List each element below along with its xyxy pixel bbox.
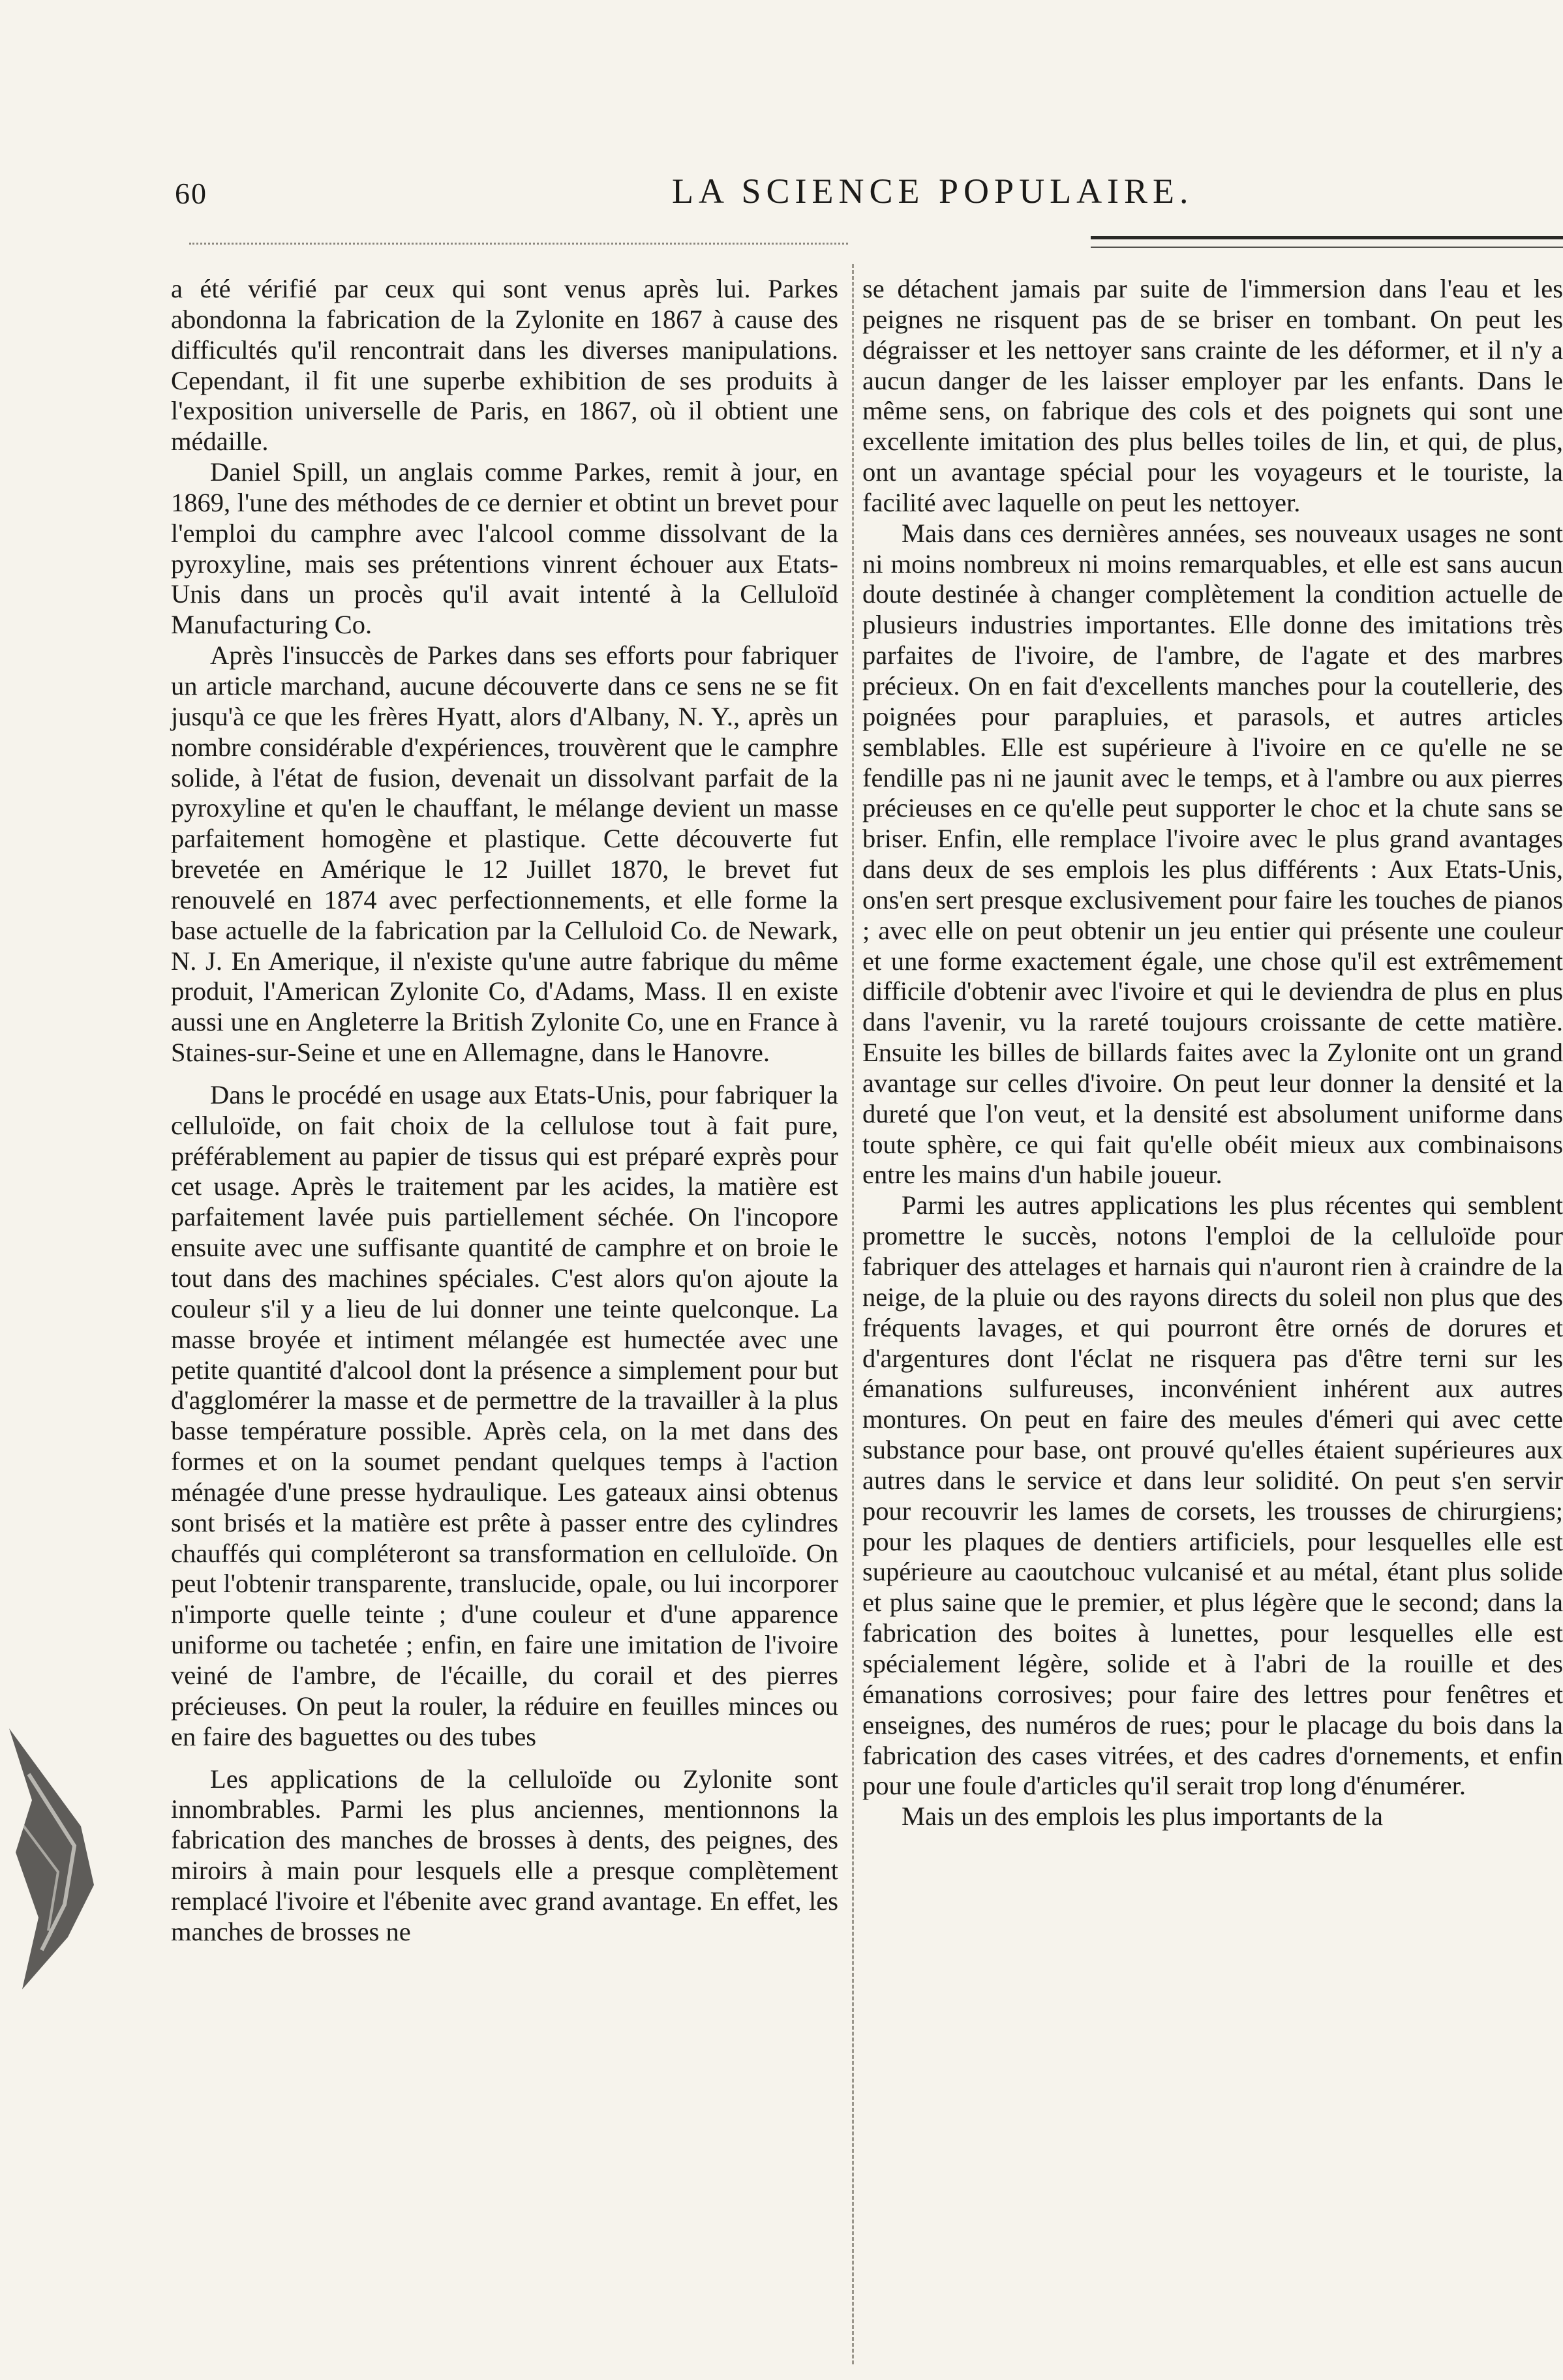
right-column bbox=[862, 274, 1563, 1832]
header-rule-left bbox=[189, 243, 848, 245]
margin-scan-artifact bbox=[3, 1722, 100, 1999]
running-title: LA SCIENCE POPULAIRE. bbox=[672, 172, 1194, 211]
paragraph: Dans le procédé en usage aux Etats-Unis, pour fabriquer la celluloïde, on fait choix de la cellulose tout à fait pure, préférablement au papier de tissus qui est préparé exprès pour cet usage. Après le traitement par les acides, la matière est parfaitement lavée puis partiellement séchée. On l'incopore ensuite avec une suffisante quantité de camphre et on broie le tout dans des machines spéciales. C'est alors qu'on ajoute la couleur s'il y a lieu de lui donner une teinte quelconque. La masse broyée et intiment mélangée est humectée avec une petite quantité d'alcool dont la présence a simplement pour but d'agglomérer la masse et de permettre de la travailler à la plus basse température possible. Après cela, on la met dans des formes et on la soumet pendant quelques temps à l'action ménagée d'une presse hydraulique. Les gateaux ainsi obtenus sont brisés et la matière est prête à passer entre des cylindres chauffés qui compléteront sa transformation en celluloïde. On peut l'obtenir transparente, translucide, opale, ou lui incorporer n'importe quelle teinte ; d'une couleur et d'une apparence uniforme ou tachetée ; enfin, en faire une imitation de l'ivoire veiné de l'ambre, de l'écaille, du corail et des pierres précieuses. On peut la rouler, la réduire en feuilles minces ou en faire des baguettes ou des tubes bbox=[171, 1079, 838, 1751]
paragraph: se détachent jamais par suite de l'immersion dans l'eau et les peignes ne risquent pas de se briser en tombant. On peut les dégraisser et les nettoyer sans crainte de les déformer, et il n'y a aucun danger de les laisser employer par les enfants. Dans le même sens, on fabrique des cols et des poignets qui sont une excellente imitation des plus belles toiles de lin, et qui, de plus, ont un avantage spécial pour les voyageurs et le touriste, la facilité avec laquelle on peut les nettoyer. bbox=[862, 274, 1563, 517]
left-column bbox=[171, 274, 838, 1948]
header-rule-right bbox=[1091, 236, 1563, 239]
paragraph: Les applications de la celluloïde ou Zylonite sont innombrables. Parmi les plus anciennes, mentionnons la fabrication des manches de brosses à dents, des peignes, des miroirs à main pour lesquels elle a presque complètement remplacé l'ivoire et l'ébenite avec grand avantage. En effet, les manches de brosses ne bbox=[171, 1764, 838, 1946]
page-header bbox=[0, 171, 1563, 217]
paragraph: Daniel Spill, un anglais comme Parkes, remit à jour, en 1869, l'une des méthodes de ce dernier et obtint un brevet pour l'emploi du camphre avec l'alcool comme dissolvant de la pyroxyline, mais ses prétentions vinrent échouer aux Etats-Unis dans un procès qu'il avait intenté à la Celluloïd Manufacturing Co. bbox=[171, 457, 838, 640]
paragraph: Après l'insuccès de Parkes dans ses efforts pour fabriquer un article marchand, aucune découverte dans ce sens ne se fit jusqu'à ce que les frères Hyatt, alors d'Albany, N. Y., après un nombre considérable d'expériences, trouvèrent que le camphre solide, à l'état de fusion, devenait un dissolvant parfait de la pyroxyline et qu'en le chauffant, le mélange devient un masse parfaitement homogène et plastique. Cette découverte fut brevetée en Amérique le 12 Juillet 1870, le brevet fut renouvelé en 1874 avec perfectionnements, et elle forme la base actuelle de la fabrication par la Celluloid Co. de Newark, N. J. En Amerique, il n'existe qu'une autre fabrique du même produit, l'American Zylonite Co, d'Adams, Mass. Il en existe aussi une en Angleterre la British Zylonite Co, une en France à Staines-sur-Seine et une en Allemagne, dans le Hanovre. bbox=[171, 640, 838, 1068]
page-number: 60 bbox=[175, 177, 207, 210]
column-divider bbox=[852, 264, 854, 2364]
header-rule-right-thin bbox=[1091, 247, 1563, 248]
paragraph: a été vérifié par ceux qui sont venus après lui. Parkes abondonna la fabrication de la Zylonite en 1867 à cause des difficultés qu'il rencontrait dans les diverses manipulations. Cependant, il fit une superbe exhibition de ses produits à l'exposition universelle de Paris, en 1867, où il obtient une médaille. bbox=[171, 274, 838, 457]
paragraph: Mais dans ces dernières années, ses nouveaux usages ne sont ni moins nombreux ni moins remarquables, et elle est sans aucun doute destinée à changer complètement la condition actuelle de plusieurs industries importantes. Elle donne des imitations très parfaites de l'ivoire, de l'ambre, de l'agate et des marbres précieux. On en fait d'excellents manches pour la coutellerie, des poignées pour parapluies, et parasols, et autres articles semblables. Elle est supérieure à l'ivoire en ce qu'elle ne se fendille pas ni ne jaunit avec le temps, et à l'ambre ou aux pierres précieuses en ce qu'elle peut supporter le choc et la chute sans se briser. Enfin, elle remplace l'ivoire avec le plus grand avantages dans deux de ses emplois les plus différents : Aux Etats-Unis, ons'en sert presque exclusivement pour faire les touches de pianos ; avec elle on peut obtenir un jeu entier qui présente une couleur et une forme exactement égale, une chose qu'il est extrêmement difficile d'obtenir avec l'ivoire et qui le deviendra de plus en plus dans l'avenir, vu la rareté toujours croissante de cette matière. Ensuite les billes de billards faites avec la Zylonite ont un grand avantage sur celles d'ivoire. On peut leur donner la densité et la dureté que l'on veut, et la densité est absolument uniforme dans toute sphère, ce qui fait qu'elle obéit mieux aux combinaisons entre les mains d'un habile joueur. bbox=[862, 518, 1563, 1190]
paragraph: Parmi les autres applications les plus récentes qui semblent promettre le succès, notons l'emploi de la celluloïde pour fabriquer des attelages et harnais qui n'auront rien à craindre de la neige, de la pluie ou des rayons directs du soleil non plus que des fréquents lavages, et qui pourront être ornés de dorures et d'argentures dont l'éclat ne risquera pas d'être terni sur les émanations sulfureuses, inconvénient inhérent aux autres montures. On peut en faire des meules d'émeri qui avec cette substance pour base, ont prouvé qu'elles étaient supérieures aux autres dans le service et dans leur solidité. On peut s'en servir pour recouvrir les lames de corsets, les trousses de chirurgiens; pour les plaques de dentiers artificiels, pour lesquelles elle est supérieure au caoutchouc vulcanisé et au métal, étant plus solide et plus saine que le premier, et plus légère que le second; dans la fabrication des boites à lunettes, pour lesquelles elle est spécialement légère, solide et à l'abri de la rouille et des émanations corrosives; pour faire des lettres pour fenêtres et enseignes, des numéros de rues; pour le placage du bois dans la fabrication des cases vitrées, et des cadres d'ornements, et enfin pour une foule d'articles qu'il serait trop long d'énumérer. bbox=[862, 1190, 1563, 1801]
paragraph: Mais un des emplois les plus importants de la bbox=[902, 1801, 1383, 1831]
